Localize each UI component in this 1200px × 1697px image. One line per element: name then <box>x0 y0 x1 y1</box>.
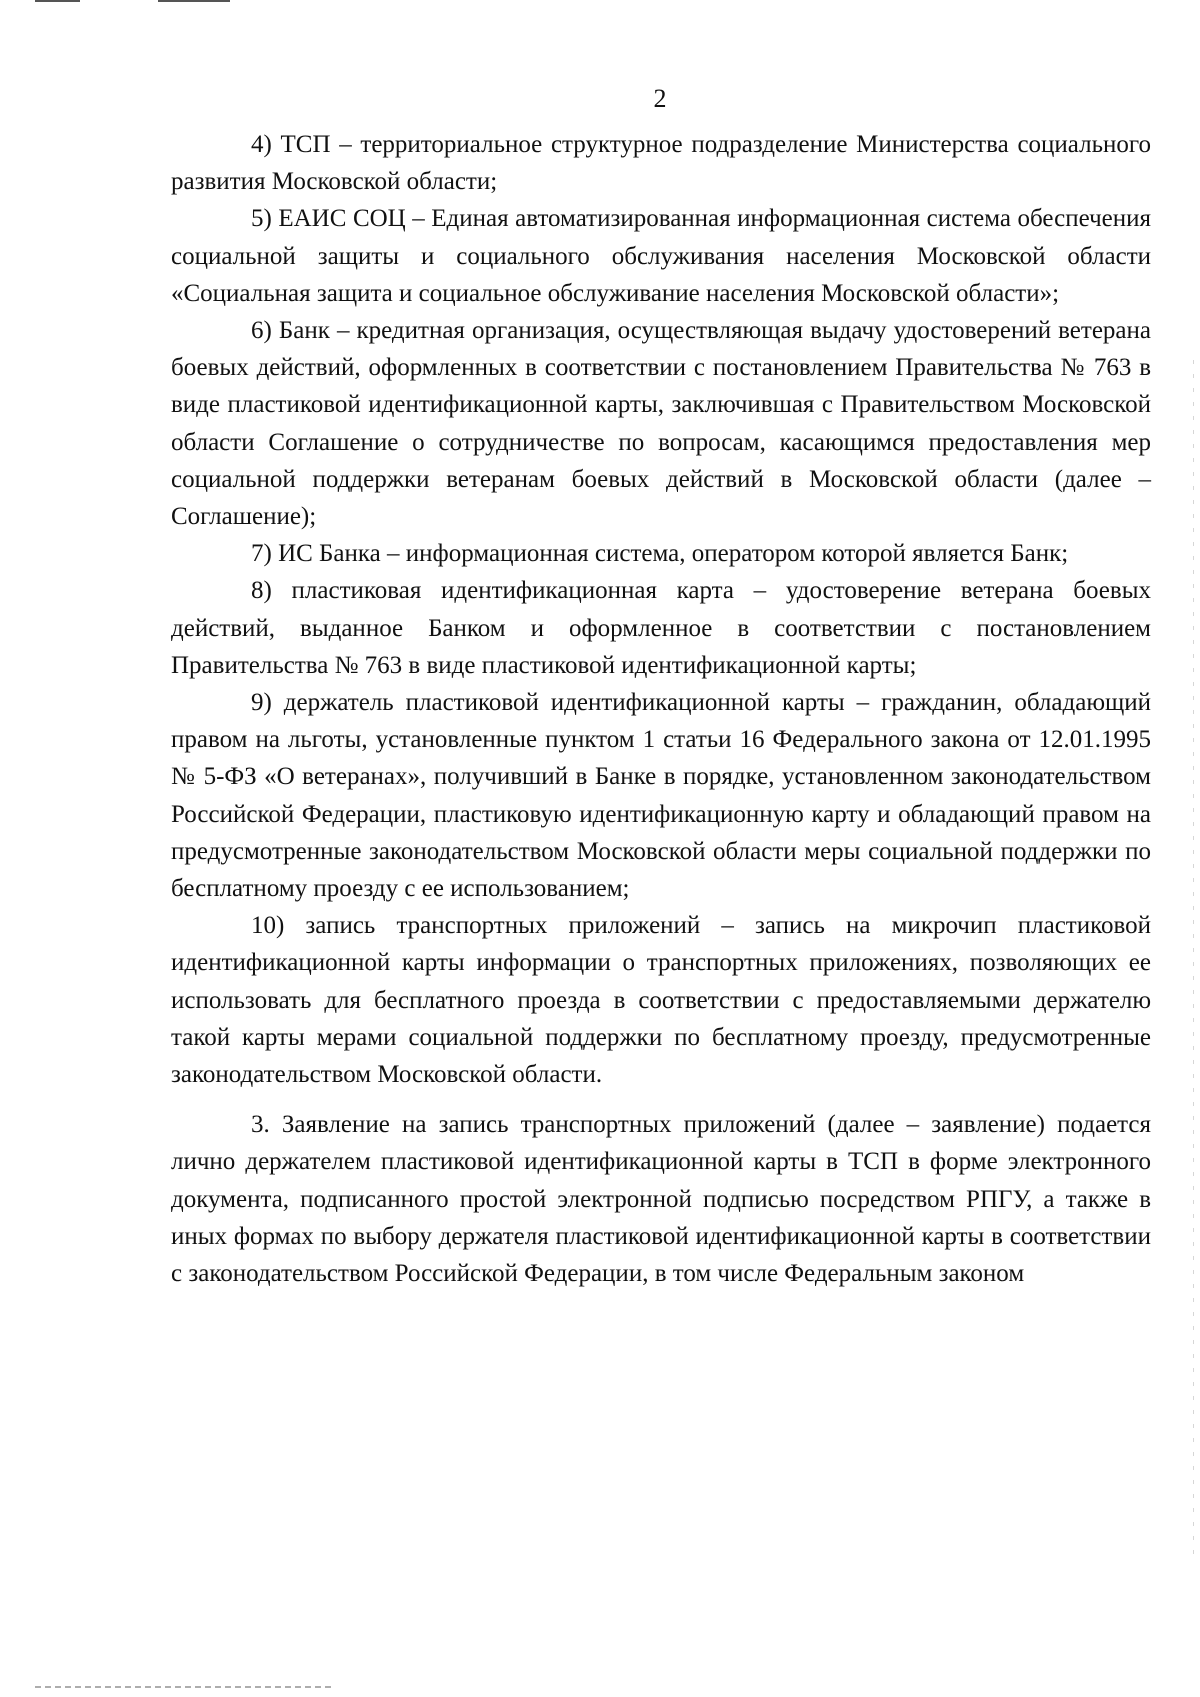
definition-paragraph: 4) ТСП – территориальное структурное подразделение Министерства социального развития Московской области; <box>171 131 1151 196</box>
scan-edge-mark <box>35 0 80 2</box>
definition-paragraph: 8) пластиковая идентификационная карта – удостоверение ветерана боевых действий, выданное Банком и оформленное в соответствии с постановлением Правительства № 763 в виде пластиковой идентификационной карты; <box>171 577 1151 679</box>
definition-paragraph: 10) запись транспортных приложений – запись на микрочип пластиковой идентификационной карты информации о транспортных приложениях, позволяющих ее использовать для бесплатного проезда в соответствии с предоставляемыми держателю такой карты мерами социальной поддержки по бесплатному проезду, предусмотренные законодательством Московской области. <box>171 912 1151 1089</box>
page-number: 2 <box>653 84 667 113</box>
scan-edge-mark <box>158 0 230 2</box>
scan-edge-artifact <box>1193 360 1194 1560</box>
section-paragraph: 3. Заявление на запись транспортных приложений (далее – заявление) подается лично держателем пластиковой идентификационной карты в ТСП в форме электронного документа, подписанного простой электронной подписью посредством РПГУ, а также в иных формах по выбору держателя пластиковой идентификационной карты в соответствии с законодательством Российской Федерации, в том числе Федеральным законом <box>171 1111 1151 1288</box>
definition-paragraph: 9) держатель пластиковой идентификационной карты – гражданин, обладающий правом на льготы, установленные пунктом 1 статьи 16 Федерального закона от 12.01.1995 № 5-ФЗ «О ветеранах», получивший в Банке в порядке, установленном законодательством Российской Федерации, пластиковую идентификационную карту и обладающий правом на предусмотренные законодательством Московской области меры социальной поддержки по бесплатному проезду с ее использованием; <box>171 689 1151 903</box>
definition-paragraph: 7) ИС Банка – информационная система, оператором которой является Банк; <box>251 540 1069 568</box>
definition-paragraph: 6) Банк – кредитная организация, осуществляющая выдачу удостоверений ветерана боевых действий, оформленных в соответствии с постановлением Правительства № 763 в виде пластиковой идентификационной карты, заключившая с Правительством Московской области Соглашение о сотрудничестве по вопросам, касающимся предоставления мер социальной поддержки ветеранам боевых действий в Московской области (далее – Соглашение); <box>171 317 1151 531</box>
definition-paragraph: 5) ЕАИС СОЦ – Единая автоматизированная информационная система обеспечения социальной защиты и социального обслуживания населения Московской области «Социальная защита и социальное обслуживание населения Московской области»; <box>171 205 1151 307</box>
scan-edge-artifact <box>35 1686 335 1688</box>
document-body <box>171 126 1151 1292</box>
